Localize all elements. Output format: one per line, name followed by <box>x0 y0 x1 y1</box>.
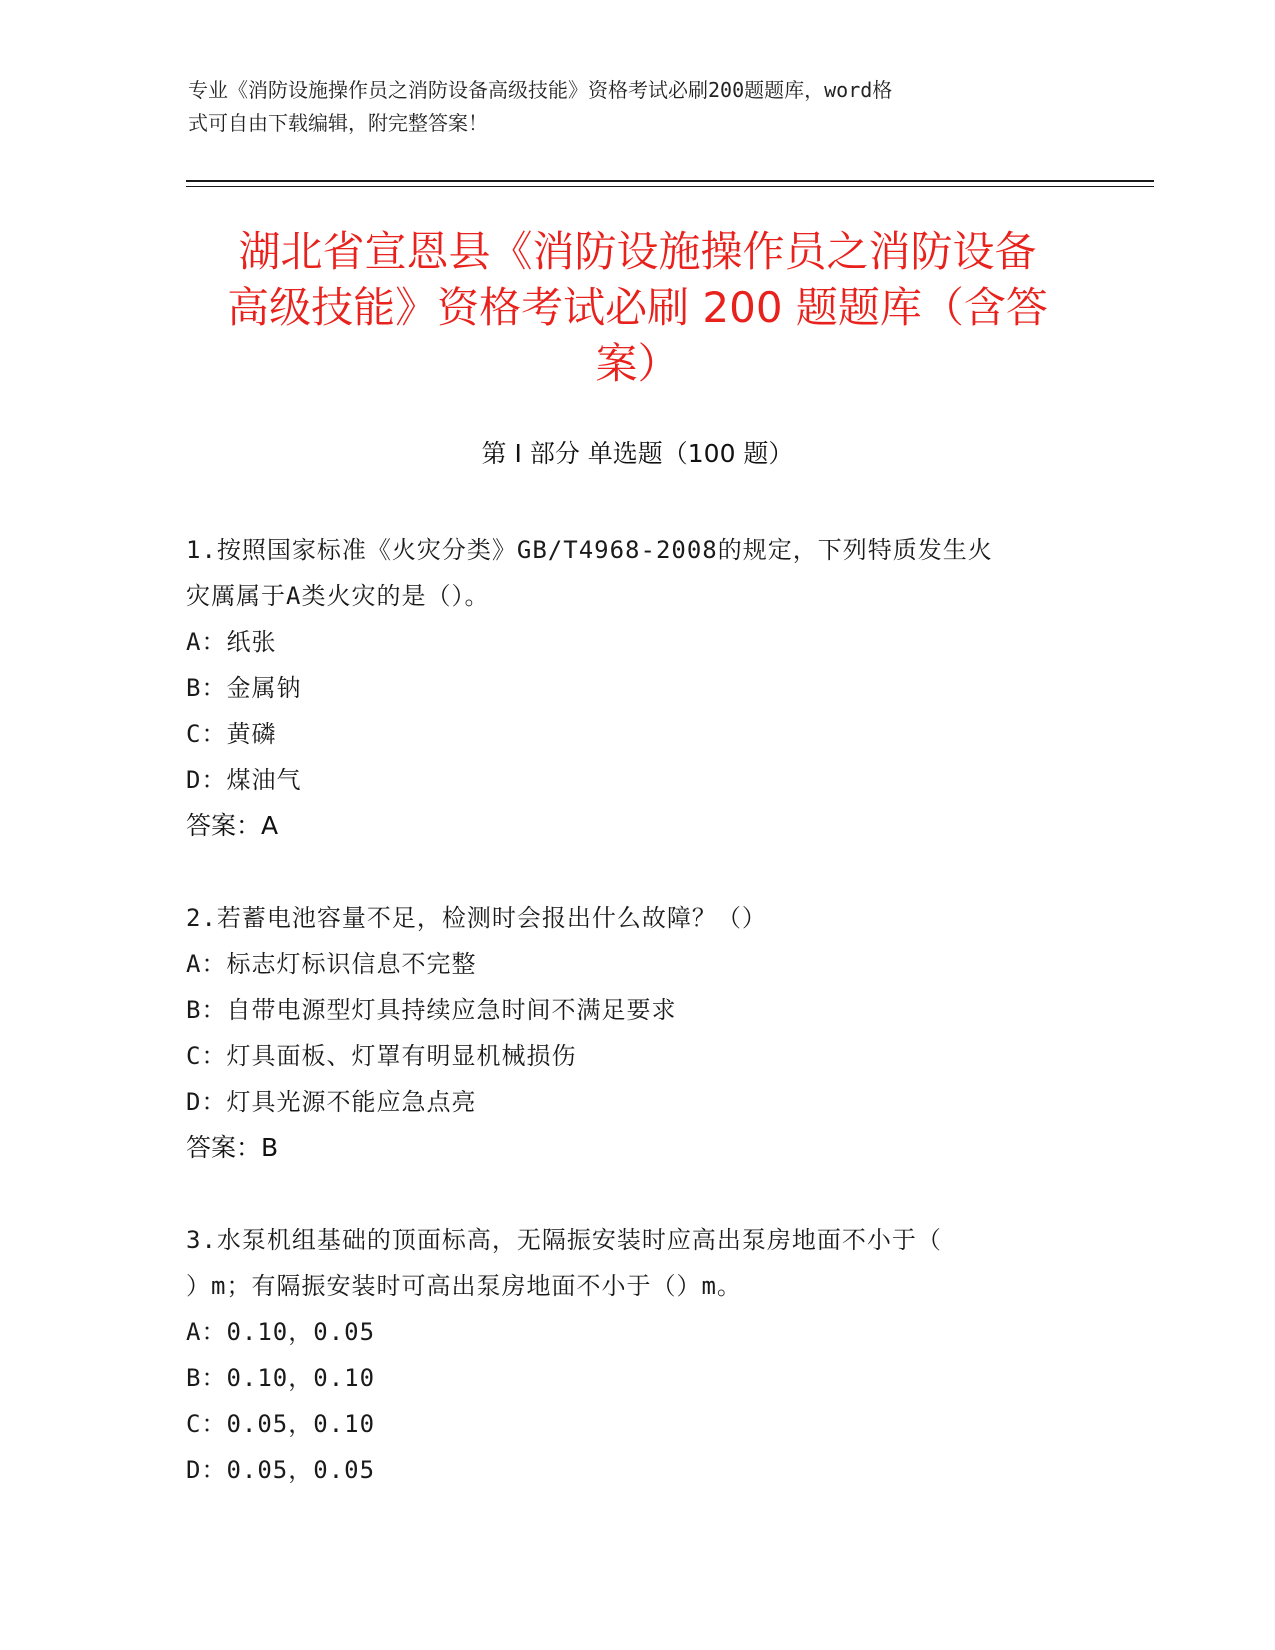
question-2 <box>186 895 1086 1171</box>
question-stem-line: 3.水泵机组基础的顶面标高，无隔振安装时应高出泵房地面不小于（ <box>186 1226 942 1254</box>
option-c: C：黄磷 <box>186 720 277 748</box>
option-d: D：灯具光源不能应急点亮 <box>186 1088 477 1116</box>
document-title <box>160 224 1115 392</box>
option-a: A：0.10，0.05 <box>186 1318 376 1346</box>
section-title: 第 I 部分 单选题（100 题） <box>481 439 794 468</box>
option-b: B：0.10，0.10 <box>186 1364 376 1392</box>
header-note <box>188 74 1088 140</box>
option-c: C：灯具面板、灯罩有明显机械损伤 <box>186 1042 577 1070</box>
question-stem-line: 灾厲属于A类火灾的是（）。 <box>186 582 490 610</box>
question-stem-line: 1.按照国家标准《火灾分类》GB/T4968-2008的规定，下列特质发生火 <box>186 536 993 564</box>
header-note-line-2: 式可自由下载编辑，附完整答案！ <box>188 111 488 135</box>
question-spacer <box>186 1171 1086 1217</box>
header-note-line-1: 专业《消防设施操作员之消防设备高级技能》资格考试必刷200题题库，word格 <box>188 78 893 102</box>
option-b: B：金属钠 <box>186 674 302 702</box>
header-divider-thin <box>186 186 1154 187</box>
question-3 <box>186 1217 1086 1493</box>
option-d: D：煤油气 <box>186 766 302 794</box>
option-b: B：自带电源型灯具持续应急时间不满足要求 <box>186 996 677 1024</box>
question-stem-line: 2.若蓄电池容量不足，检测时会报出什么故障？（） <box>186 904 767 932</box>
document-title-line-1: 湖北省宣恩县《消防设施操作员之消防设备 <box>238 227 1037 276</box>
option-d: D：0.05，0.05 <box>186 1456 376 1484</box>
option-a: A：标志灯标识信息不完整 <box>186 950 477 978</box>
header-divider-thick <box>186 180 1154 182</box>
option-a: A：纸张 <box>186 628 277 656</box>
question-1 <box>186 527 1086 849</box>
answer: 答案：B <box>186 1133 279 1162</box>
question-spacer <box>186 849 1086 895</box>
document-title-line-3: 案） <box>595 339 680 388</box>
document-title-line-2: 高级技能》资格考试必刷 200 题题库（含答 <box>227 283 1048 332</box>
question-stem-line: ）m；有隔振安装时可高出泵房地面不小于（）m。 <box>186 1272 742 1300</box>
answer: 答案：A <box>186 811 279 840</box>
question-list <box>186 527 1086 1493</box>
option-c: C：0.05，0.10 <box>186 1410 376 1438</box>
